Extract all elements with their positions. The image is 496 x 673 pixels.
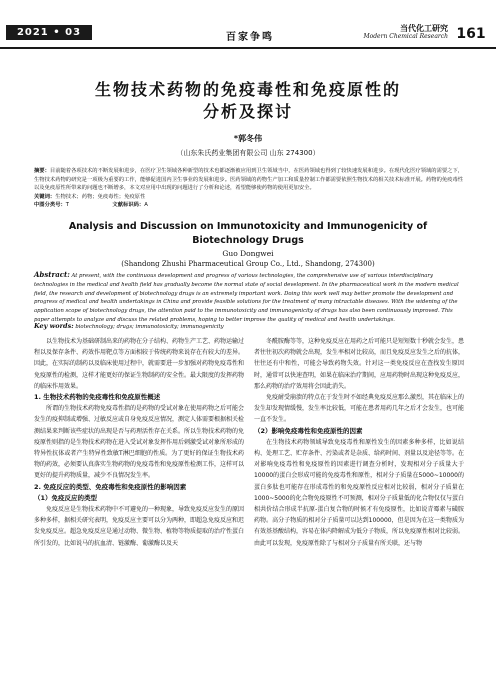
article-title-en-line2: Biotechnology Drugs	[192, 235, 304, 246]
keywords-en	[34, 322, 464, 330]
classification-cn	[34, 201, 464, 210]
class-value: T	[65, 202, 70, 209]
abstract-en-text: At present, with the continuous development and progress of various technologies, the comprehensive use of various interdisciplinary technologies in the medical and health field has gradually become the normal state of social development. In the pharmaceutical work in the modern medical field, the research and development of biotechnology drugs is an extremely important work. Doing this work well may better promote the development and progress of medical and health undertakings in China and provide feasible solutions for the treatment of many intractable diseases. With the widening of the application scope of biotechnology drugs, the attention paid to the immunotoxicity and immunogenicity of drugs has also been continuously improved. This paper attempts to analyze and discuss the related problems, hoping to better improve the quality of medical and health undertakings.	[34, 273, 459, 323]
keywords-en-text: biotechnology; drugs; immunotoxicity; immunogenicity	[75, 324, 224, 330]
abstract-en	[34, 271, 464, 325]
body-right-column	[254, 336, 464, 549]
keywords-cn	[34, 193, 464, 202]
doc-code-value: A	[144, 202, 148, 209]
body-paragraph: 免疫耐受崩溃的特点在于发生时不如经典免疫反应那么激烈，其在临床上的发生却发现情缓慢，发生率比较低，可能在患者用药几年之后才会发生，也可能一直不发生。	[254, 394, 465, 424]
body-paragraph: 免疫反应是生物技术药物中不可避免的一种现象，导致免疫反应发生的原因多种多样，据相关研究表明，免疫反应主要可以分为两种，即超急免疫反应和迟发免疫反应。超急免疫反应是通过动物、微生物、植物等物质提取的治疗性蛋白所引发的，比如说马的抗血清、链激酶、葡激酶以及天	[34, 506, 245, 547]
page-number: 161	[456, 26, 486, 42]
journal-name-cn: 当代化工研究	[400, 24, 448, 33]
running-title: 百家争鸣	[226, 32, 274, 43]
body-paragraph: 在生物技术药物领域导致免疫毒性和原性发生的因素多种多样，比如说结构、处理工艺、贮存条件、污染或者是杂质、给药时间、剂量以及途径等等。在对影响免疫毒性和免疫原性的因素进行调查分析时，发现相对分子质量大于10000的蛋白会形成可能的免疫毒性和原性，相对分子质量在5000~10000的蛋白多肽也可能存在形成毒性的和免疫原性反应相对比较弱，相对分子质量在1000~5000的化合物免疫原性不可预测，相对分子质量低的化合物仅仅与蛋白相共价结合形成半抗原-蛋白复合物的时候才有免疫原性，比如说青霉素与磺胺药物。高分子物质的相对分子质量可以达到100000，但是因为在这一类物质为有效基基酸结构，容易在体内降解成为低分子物质，所以免疫原性相对比较弱。由此可以发现，免疫原性除了与相对分子质量有所关联，还与物	[254, 438, 465, 547]
keywords-en-label: Key words:	[34, 322, 74, 330]
doc-code-label: 文献标识码：	[112, 202, 145, 209]
author-en: Guo Dongwei	[222, 249, 274, 258]
body-left-column	[34, 336, 244, 549]
abstract-en-label: Abstract:	[34, 270, 70, 279]
affiliation-en: (Shandong Zhushi Pharmaceutical Group Co., Ltd., Shandong, 274300)	[121, 260, 375, 268]
article-title-cn-line2: 分析及探讨	[202, 102, 293, 121]
journal-name-en: Modern Chemical Research	[363, 33, 448, 40]
abstract-cn-text: 目前随着各项技术的不断发展和进步，在医疗卫生领域各种新型的技术也都逐渐被应用到卫生领域当中，在医药领域也得到了较快速发展和进步。在现代化医疗领域的需要之下，生物技术药物的研究是一项极为重要的工作，能够促进国内卫生事业的发展和进步。医药领域的药物生产加工和质量控制工作都需要依照生物技术的相关技术标准开展。药物的免疫毒性以及免疫原性所带来的问题也不断增多，本文对应用中出现的问题进行了分析和论述，希望能够使药物的使用更加安全。	[34, 168, 464, 192]
abstract-cn	[34, 167, 464, 210]
abstract-cn-label: 摘要：	[34, 168, 50, 174]
keywords-cn-text: 生物技术；药物；免疫毒性；免疫原性	[55, 193, 146, 200]
affiliation-cn: （山东朱氏药业集团有限公司 山东 274300）	[176, 149, 320, 157]
issue-badge: 2021 • 03	[6, 25, 92, 40]
page-header	[0, 0, 496, 49]
section-heading: 2. 免疫反应的类型、免疫毒性和免疫原性的影响因素	[34, 482, 187, 491]
article-title-cn-line1: 生物技术药物的免疫毒性和免疫原性的	[94, 80, 401, 99]
subsection-heading: （2）影响免疫毒性和免疫原性的因素	[254, 426, 363, 435]
article-title-en-line1: Analysis and Discussion on Immunotoxicity and Immunogenicity of	[68, 221, 428, 232]
subsection-heading: （1）免疫反应的类型	[34, 493, 98, 502]
body-paragraph: 冬酰胺酶等等，这种免疫反应在用药之后可能只是短短数十秒就会发生，患者往往初次药物就会出现，发生率相对比较高，而且免疫反应发生之后的抗体，往往还有中和性，可能会导致药物失效。针对这一类免疫反应在查找发生原因时，通常可以快速查明，如果在临床治疗期间，应用药物时出现这种免疫反应，那么药物的治疗效用将会因此消失。	[254, 338, 465, 390]
section-heading: 1. 生物技术药物的免疫毒性和免疫原性概述	[34, 393, 161, 402]
body-paragraph: 所谓的生物技术药物免疫毒性指的是药物的受试对象在使用药物之后可能会发生的疫抑制或增强、过敏反应或自身免疫反应情况，测定人体需要根据相关检测结果来判断该些症状的出现是否与药理活性存在关系。所以生物技术药物的免疫原性则指的是生物技术药物在进入受试对象发挥作用后刺激受试对象所形成的特异性抗体或者产生特异性致敏T淋巴细胞的性质。为了更好的保证生物技术药物的药效，必须要认真落实生物药物的免疫毒性和免疫原性检测工作，这样可以更好的提升药物质量，减少不良情况发生率。	[34, 405, 245, 480]
author-cn: *郭冬伟	[233, 134, 263, 143]
body-paragraph: 以生物技术为基础研制出来的药物在分子结构、药物生产工艺、药物运输过程以及保存条件、药效作用靶点等方面相较于传统药物来说存在有较大的差异。因此，在实际的制药以及临床使用过程中，就需要进一步加强对药物免疫毒性和免疫原性的检测，这样才能更好的保证生物制药的安全性。最大限度的发挥药物的临床作用效果。	[34, 338, 245, 390]
class-label: 中图分类号：	[34, 202, 66, 209]
keywords-cn-label: 关键词：	[34, 193, 56, 200]
